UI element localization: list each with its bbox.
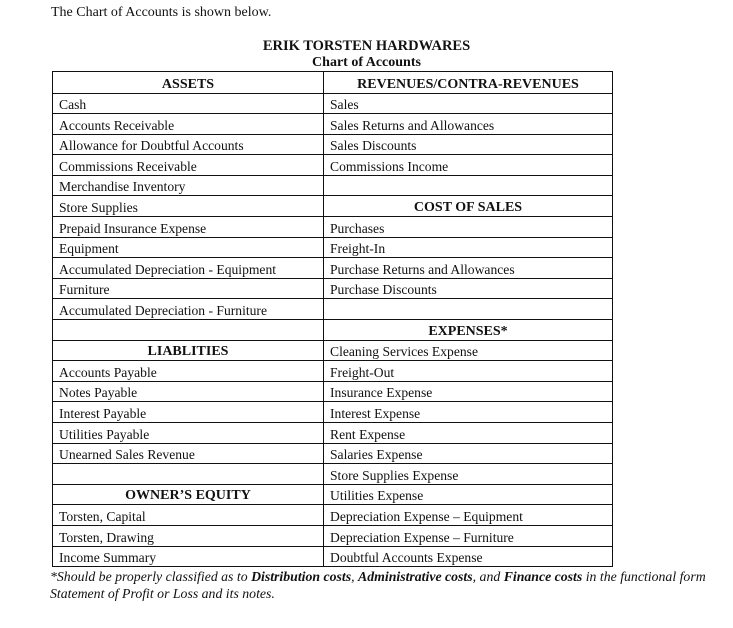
- footnote: [50, 568, 730, 602]
- equity-cell: Torsten, Drawing: [53, 525, 324, 546]
- table-row: [53, 525, 613, 546]
- expense-cell: Insurance Expense: [324, 381, 613, 402]
- footnote-separator: , and: [472, 569, 504, 584]
- owners-equity-header: OWNER’S EQUITY: [53, 484, 324, 505]
- revenue-cell: Commissions Income: [324, 155, 613, 176]
- empty-cell: [53, 320, 324, 341]
- table-row: [53, 402, 613, 423]
- table-row: [53, 72, 613, 94]
- asset-cell: Cash: [53, 93, 324, 114]
- expense-cell: Freight-Out: [324, 361, 613, 382]
- table-row: [53, 381, 613, 402]
- asset-cell: Equipment: [53, 237, 324, 258]
- table-row: [53, 546, 613, 567]
- empty-cell: [324, 299, 613, 320]
- table-row: [53, 423, 613, 444]
- table-row: [53, 505, 613, 526]
- table-row: [53, 175, 613, 196]
- liability-cell: Accounts Payable: [53, 361, 324, 382]
- expense-cell: Depreciation Expense – Equipment: [324, 505, 613, 526]
- table-row: [53, 340, 613, 361]
- cost-of-sales-cell: Purchase Discounts: [324, 278, 613, 299]
- cost-of-sales-cell: Purchase Returns and Allowances: [324, 258, 613, 279]
- expense-cell: Store Supplies Expense: [324, 464, 613, 485]
- equity-cell: Income Summary: [53, 546, 324, 567]
- liability-cell: Notes Payable: [53, 381, 324, 402]
- asset-cell: Store Supplies: [53, 196, 324, 217]
- cost-of-sales-cell: Purchases: [324, 217, 613, 238]
- company-name: ERIK TORSTEN HARDWARES: [262, 38, 471, 54]
- table-row: [53, 237, 613, 258]
- intro-text: The Chart of Accounts is shown below.: [51, 5, 272, 20]
- revenue-cell: Sales Returns and Allowances: [324, 114, 613, 135]
- footnote-text: in the functional form Statement of Profit or Loss and its notes.: [50, 569, 706, 601]
- table-row: [53, 361, 613, 382]
- asset-cell: Commissions Receivable: [53, 155, 324, 176]
- footnote-separator: ,: [351, 569, 359, 584]
- table-row: [53, 443, 613, 464]
- table-row: [53, 299, 613, 320]
- footnote-term-distribution: Distribution costs: [251, 569, 352, 584]
- expense-cell: Salaries Expense: [324, 443, 613, 464]
- table-row: [53, 258, 613, 279]
- footnote-text: *Should be properly classified as to: [50, 569, 252, 584]
- assets-header: ASSETS: [53, 72, 324, 94]
- expense-cell: Doubtful Accounts Expense: [324, 546, 613, 567]
- expense-cell: Rent Expense: [324, 423, 613, 444]
- empty-cell: [324, 175, 613, 196]
- chart-title: Chart of Accounts: [312, 55, 421, 70]
- expense-cell: Interest Expense: [324, 402, 613, 423]
- table-row: [53, 464, 613, 485]
- asset-cell: Allowance for Doubtful Accounts: [53, 134, 324, 155]
- expense-cell: Depreciation Expense – Furniture: [324, 525, 613, 546]
- table-row: [53, 196, 613, 217]
- table-row: [53, 114, 613, 135]
- equity-cell: Torsten, Capital: [53, 505, 324, 526]
- asset-cell: Accounts Receivable: [53, 114, 324, 135]
- table-row: [53, 93, 613, 114]
- asset-cell: Accumulated Depreciation - Furniture: [53, 299, 324, 320]
- table-row: [53, 484, 613, 505]
- liability-cell: Unearned Sales Revenue: [53, 443, 324, 464]
- revenues-header: REVENUES/CONTRA-REVENUES: [324, 72, 613, 94]
- liabilities-header: LIABLITIES: [53, 340, 324, 361]
- revenue-cell: Sales: [324, 93, 613, 114]
- cost-of-sales-header: COST OF SALES: [324, 196, 613, 217]
- revenue-cell: Sales Discounts: [324, 134, 613, 155]
- asset-cell: Furniture: [53, 278, 324, 299]
- cost-of-sales-cell: Freight-In: [324, 237, 613, 258]
- table-row: [53, 217, 613, 238]
- liability-cell: Utilities Payable: [53, 423, 324, 444]
- chart-of-accounts-table: [52, 71, 613, 567]
- asset-cell: Prepaid Insurance Expense: [53, 217, 324, 238]
- table-row: [53, 134, 613, 155]
- liability-cell: Interest Payable: [53, 402, 324, 423]
- table-row: [53, 155, 613, 176]
- table-row: [53, 278, 613, 299]
- expenses-header: EXPENSES*: [324, 320, 613, 341]
- table-row: [53, 320, 613, 341]
- asset-cell: Merchandise Inventory: [53, 175, 324, 196]
- empty-cell: [53, 464, 324, 485]
- expense-cell: Utilities Expense: [324, 484, 613, 505]
- footnote-term-administrative: Administrative costs: [358, 569, 473, 584]
- expense-cell: Cleaning Services Expense: [324, 340, 613, 361]
- asset-cell: Accumulated Depreciation - Equipment: [53, 258, 324, 279]
- footnote-term-finance: Finance costs: [503, 569, 583, 584]
